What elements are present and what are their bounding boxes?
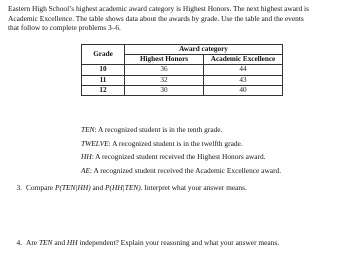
- grade-cell: 12: [82, 85, 125, 95]
- problem-text-middle: and: [52, 238, 67, 247]
- highest-honors-cell: 32: [125, 75, 204, 85]
- highest-honors-cell: 30: [125, 85, 204, 95]
- event-hh: [81, 150, 281, 164]
- problem-expression: TEN: [38, 238, 53, 247]
- event-definitions: [81, 123, 281, 177]
- problem-text-before: Are: [26, 238, 39, 247]
- problem-text-after: independent? Explain your reasoning and what your answer means.: [77, 238, 280, 247]
- intro-line-2: Academic Excellence. The table shows data about the awards by grade. Use the table and the events: [8, 13, 304, 23]
- highest-honors-cell: 36: [125, 65, 204, 75]
- table-row: [82, 75, 283, 85]
- grade-header: Grade: [82, 45, 125, 65]
- table-row: [82, 65, 283, 75]
- intro-line-1: Eastern High School’s highest academic award category is Highest Honors. The next highest award is: [8, 4, 309, 13]
- intro-line-3: that follow to complete problems 3–6.: [8, 23, 121, 33]
- event-key: HH: [81, 152, 92, 162]
- problem-text-middle: and: [90, 183, 106, 192]
- problem-text-before: Compare: [26, 183, 55, 192]
- event-key: AE: [81, 165, 91, 175]
- table-header-row-1: [82, 45, 283, 55]
- intro-paragraph: [8, 4, 344, 33]
- academic-excellence-cell: 43: [204, 75, 283, 85]
- grade-cell: 10: [82, 65, 125, 75]
- event-twelve: [81, 137, 281, 151]
- event-text: : A recognized student is in the tenth grade.: [94, 125, 223, 134]
- problem-expression: P(TEN|HH): [54, 183, 91, 192]
- event-text: : A recognized student received the Academic Excellence award.: [90, 165, 282, 175]
- award-category-header: Award category: [125, 45, 283, 55]
- event-text: : A recognized student is in the twelfth grade.: [108, 138, 243, 148]
- problem-text-after: . Interpret what your answer means.: [140, 183, 247, 192]
- problem-number: 4.: [16, 238, 22, 247]
- problem-expression: P(HH|TEN): [105, 183, 141, 192]
- event-text: : A recognized student received the Highest Honors award.: [91, 152, 266, 162]
- academic-excellence-header: Academic Excellence: [204, 55, 283, 65]
- problem-3: [8, 183, 247, 193]
- table-row: [82, 85, 283, 95]
- award-table: [81, 44, 283, 96]
- grade-cell: 11: [82, 75, 125, 85]
- academic-excellence-cell: 40: [204, 85, 283, 95]
- problem-4: [8, 238, 279, 248]
- event-key: TWELVE: [81, 138, 109, 148]
- problem-expression: HH: [66, 238, 78, 247]
- event-key: TEN: [81, 125, 95, 134]
- event-ten: [81, 123, 281, 137]
- academic-excellence-cell: 44: [204, 65, 283, 75]
- highest-honors-header: Highest Honors: [125, 55, 204, 65]
- event-ae: [81, 164, 281, 178]
- problem-number: 3.: [16, 183, 22, 192]
